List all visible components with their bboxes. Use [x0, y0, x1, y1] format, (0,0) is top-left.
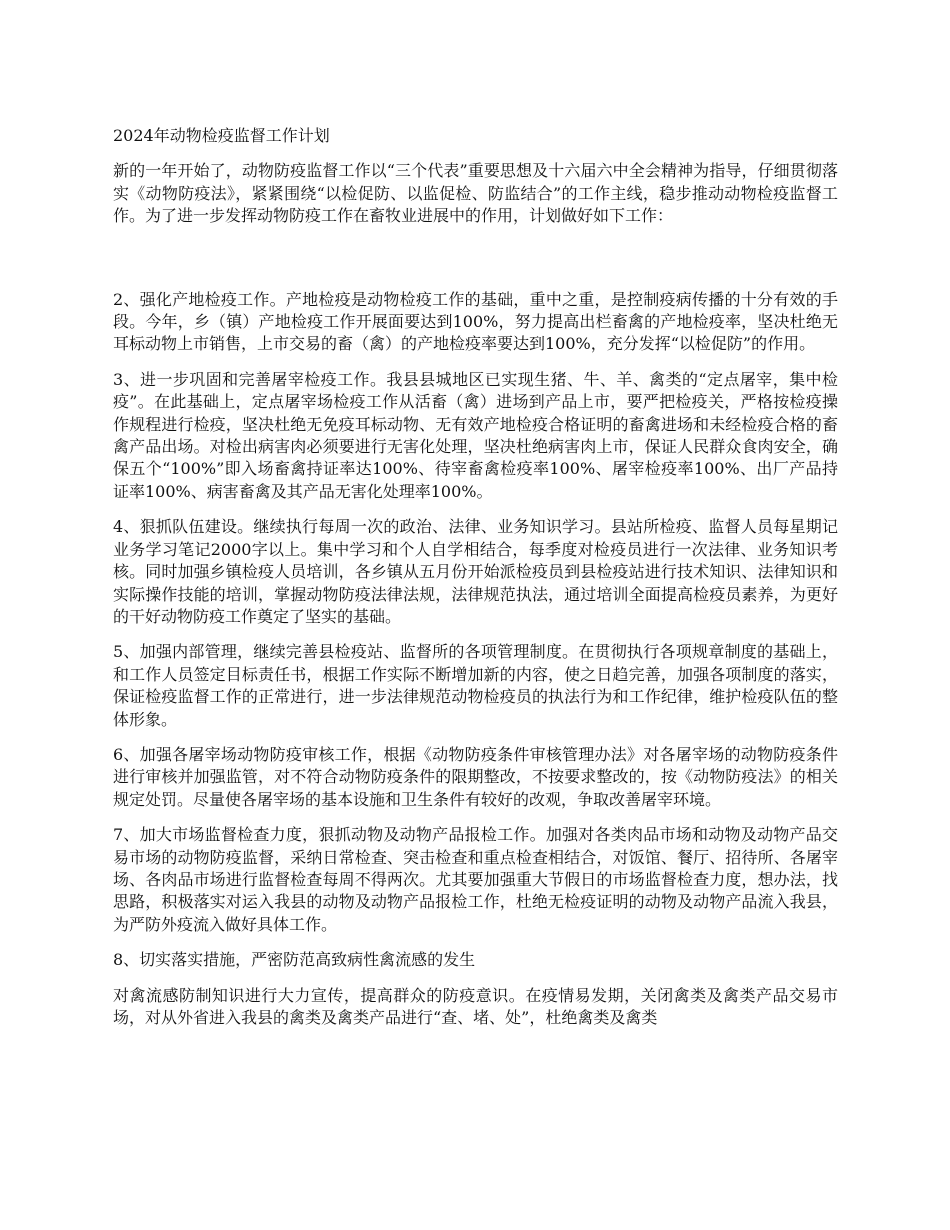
- document-page: [113, 125, 838, 1042]
- paragraph-3-slaughter-quarantine: 3、进一步巩固和完善屠宰检疫工作。我县县城地区已实现生猪、牛、羊、禽类的“定点屠宰，集中检疫”。在此基础上，定点屠宰场检疫工作从活畜（禽）进场到产品上市，要严把检疫关，严格按检疫操作规程进行检疫，坚决杜绝无免疫耳标动物、无有效产地检疫合格证明的畜禽进场和未经检疫合格的畜禽产品出场。对检出病害肉必须要进行无害化处理，坚决杜绝病害肉上市，保证人民群众食肉安全，确保五个“100%”即入场畜禽持证率达100%、待宰畜禽检疫率100%、屠宰检疫率100%、出厂产品持证率100%、病害畜禽及其产品无害化处理率100%。: [113, 369, 838, 501]
- blank-gap: [113, 241, 838, 289]
- paragraph-8-heading: 8、切实落实措施，严密防范高致病性禽流感的发生: [113, 950, 476, 970]
- intro-paragraph: 新的一年开始了，动物防疫监督工作以“三个代表”重要思想及十六届六中全会精神为指导，仔细贯彻落实《动物防疫法》，紧紧围绕“以检促防、以监促检、防监结合”的工作主线，稳步推动动物检疫监督工作。为了进一步发挥动物防疫工作在畜牧业进展中的作用，计划做好如下工作：: [113, 161, 838, 226]
- paragraph-6-slaughterhouse-audit: 6、加强各屠宰场动物防疫审核工作，根据《动物防疫条件审核管理办法》对各屠宰场的动物防疫条件进行审核并加强监管，对不符合动物防疫条件的限期整改，不按要求整改的，按《动物防疫法》的相关规定处罚。尽量使各屠宰场的基本设施和卫生条件有较好的改观，争取改善屠宰环境。: [113, 744, 838, 809]
- paragraph-5-internal-management: 5、加强内部管理，继续完善县检疫站、监督所的各项管理制度。在贯彻执行各项规章制度的基础上，和工作人员签定目标责任书，根据工作实际不断增加新的内容，使之日趋完善，加强各项制度的落实，保证检疫监督工作的正常进行，进一步法律规范动物检疫员的执法行为和工作纪律，维护检疫队伍的整体形象。: [113, 642, 838, 729]
- document-title: 2024年动物检疫监督工作计划: [113, 126, 330, 145]
- paragraph-7-market-supervision: 7、加大市场监督检查力度，狠抓动物及动物产品报检工作。加强对各类肉品市场和动物及动物产品交易市场的动物防疫监督，采纳日常检查、突击检查和重点检查相结合，对饭馆、餐厅、招待所、各屠宰场、各肉品市场进行监督检查每周不得两次。尤其要加强重大节假日的市场监督检查力度，想办法，找思路，积极落实对运入我县的动物及动物产品报检工作，杜绝无检疫证明的动物及动物产品流入我县，为严防外疫流入做好具体工作。: [113, 825, 838, 934]
- paragraph-2-production-quarantine: 2、强化产地检疫工作。产地检疫是动物检疫工作的基础，重中之重，是控制疫病传播的十分有效的手段。今年，乡（镇）产地检疫工作开展面要达到100%，努力提高出栏畜禽的产地检疫率，坚决杜绝无耳标动物上市销售，上市交易的畜（禽）的产地检疫率要达到100%，充分发挥“以检促防”的作用。: [113, 289, 838, 354]
- paragraph-4-team-building: 4、狠抓队伍建设。继续执行每周一次的政治、法律、业务知识学习。县站所检疫、监督人员每星期记业务学习笔记2000字以上。集中学习和个人自学相结合，每季度对检疫员进行一次法律、业务知识考核。同时加强乡镇检疫人员培训，各乡镇从五月份开始派检疫员到县检疫站进行技术知识、法律知识和实际操作技能的培训，掌握动物防疫法律法规，法律规范执法，通过培训全面提高检疫员素养，为更好的干好动物防疫工作奠定了坚实的基础。: [113, 517, 838, 626]
- paragraph-8-body: 对禽流感防制知识进行大力宣传，提高群众的防疫意识。在疫情易发期，关闭禽类及禽类产品交易市场，对从外省进入我县的禽类及禽类产品进行“查、堵、处”，杜绝禽类及禽类: [113, 985, 838, 1027]
